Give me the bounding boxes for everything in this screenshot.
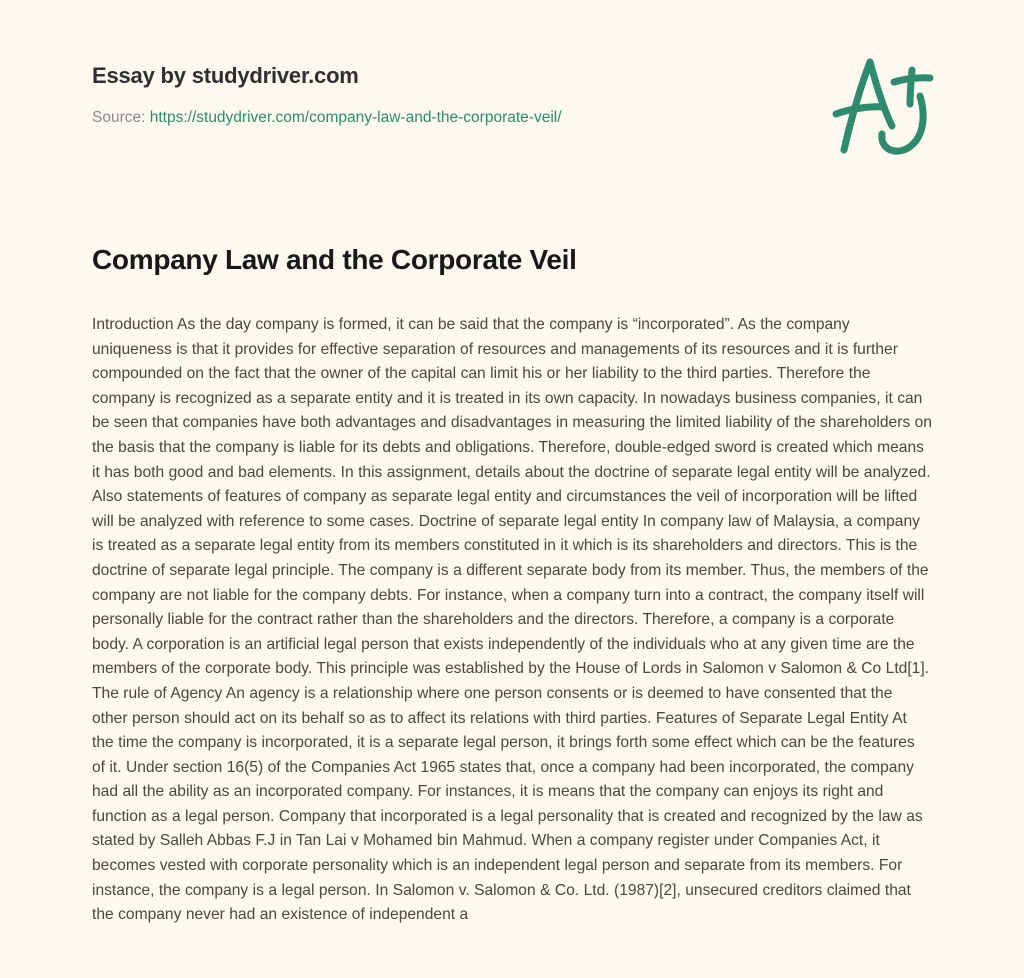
a-plus-logo-icon — [816, 52, 948, 168]
essay-body — [92, 313, 932, 928]
essay-body-text: Introduction As the day company is formed, it can be said that the company is “incorporated”. As the company uniqueness is that it provides for effective separation of resources and managements of its resources and it is further compounded on the fact that the owner of the capital can limit his or her liability to the third parties. Therefore the company is recognized as a separate entity and it is treated in its own capacity. In nowadays business companies, it can be seen that companies have both advantages and disadvantages in measuring the limited liability of the shareholders on the basis that the company is liable for its debts and obligations. Therefore, double-edged sword is created which means it has both good and bad elements. In this assignment, details about the doctrine of separate legal entity will be analyzed. Also statements of features of company as separate legal entity and circumstances the veil of incorporation will be lifted will be analyzed with reference to some cases. Doctrine of separate legal entity In company law of Malaysia, a company is treated as a separate legal entity from its members constituted in it which is its shareholders and directors. This is the doctrine of separate legal principle. The company is a different separate body from its member. Thus, the members of the company are not liable for the company debts. For instance, when a company turn into a contract, the company itself will personally liable for the contract rather than the shareholders and the directors. Therefore, a company is a corporate body. A corporation is an artificial legal person that exists independently of the individuals who at any given time are the members of the corporate body. This principle was established by the House of Lords in Salomon v Salomon & Co Ltd[1]. The rule of Agency An agency is a relationship where one person consents or is deemed to have consented that the other person should act on its behalf so as to affect its relations with third parties. Features of Separate Legal Entity At the time the company is incorporated, it is a separate legal person, it brings forth some effect which can be the features of it. Under section 16(5) of the Companies Act 1965 states that, once a company had been incorporated, the company had all the ability as an incorporated company. For instances, it is means that the company can enjoys its right and function as a legal person. Company that incorporated is a legal personality that is created and recognized by the law as stated by Salleh Abbas F.J in Tan Lai v Mohamed bin Mahmud. When a company register under Companies Act, it becomes vested with corporate personality which is an independent legal person and separate from its members. For instance, the company is a legal person. In Salomon v. Salomon & Co. Ltd. (1987)[2], unsecured creditors claimed that the company never had an existence of independent a — [92, 316, 932, 924]
source-url-link[interactable]: https://studydriver.com/company-law-and-the-corporate-veil/ — [149, 108, 562, 126]
page-header — [92, 62, 932, 128]
source-label: Source: — [92, 108, 146, 126]
byline: Essay by studydriver.com — [92, 63, 359, 88]
page-title: Company Law and the Corporate Veil — [92, 244, 577, 275]
source-line — [92, 108, 932, 128]
